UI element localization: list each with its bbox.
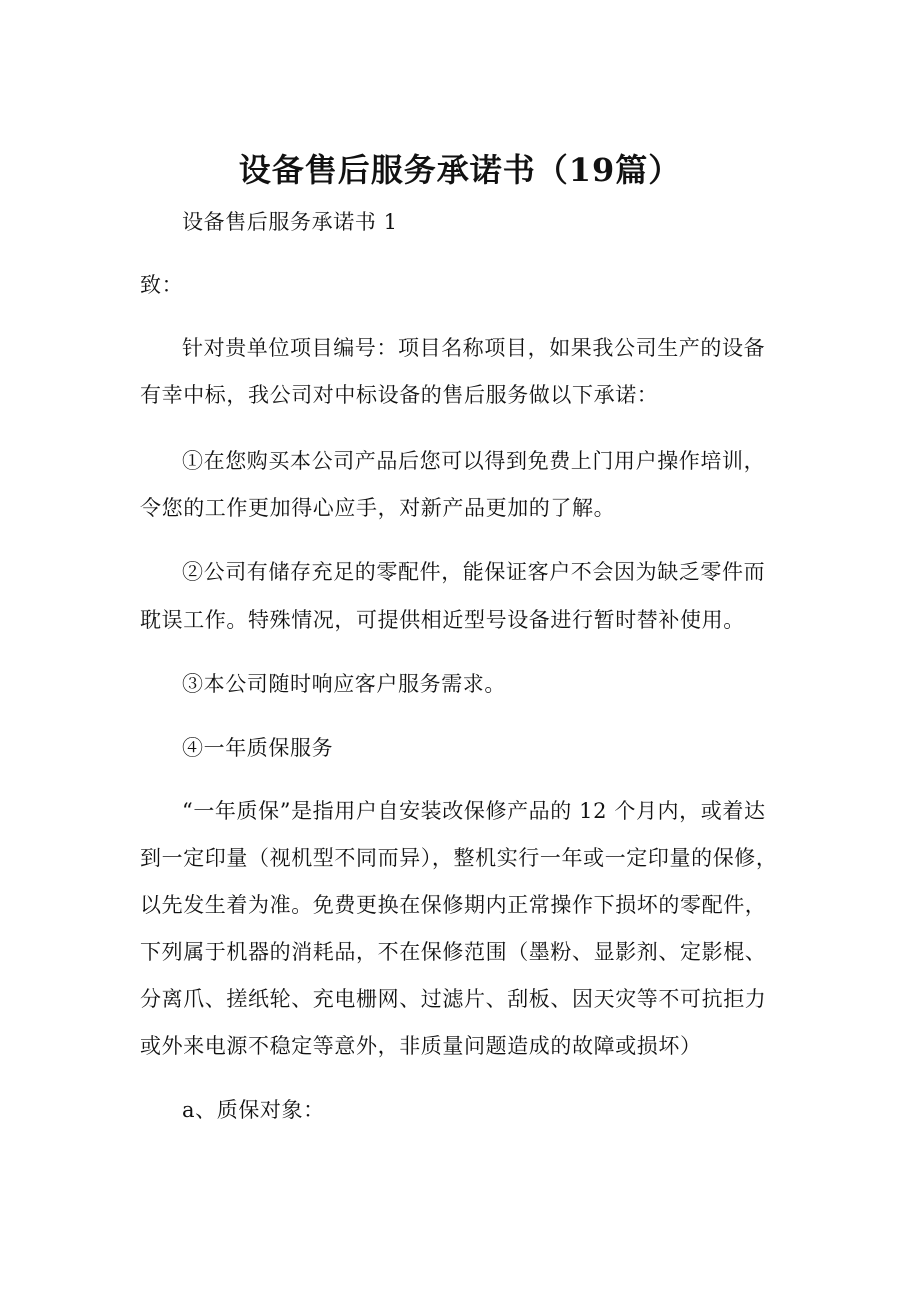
item1-line-1: ①在您购买本公司产品后您可以得到免费上门用户操作培训， (182, 449, 766, 473)
document-title: 设备售后服务承诺书（19篇） (238, 151, 682, 189)
document-subtitle: 设备售后服务承诺书 1 (182, 210, 398, 234)
intro-line-1: 针对贵单位项目编号：项目名称项目，如果我公司生产的设备 (182, 336, 766, 360)
warranty-line-1: “一年质保”是指用户自安装改保修产品的 12 个月内，或着达 (182, 799, 766, 823)
item2-line-2: 耽误工作。特殊情况，可提供相近型号设备进行暂时替补使用。 (140, 608, 745, 632)
item1-line-2: 令您的工作更加得心应手，对新产品更加的了解。 (140, 496, 616, 520)
warranty-line-3: 以先发生着为准。免费更换在保修期内正常操作下损坏的零配件， (140, 893, 767, 917)
item4-line: ④一年质保服务 (182, 736, 334, 760)
warranty-line-6: 或外来电源不稳定等意外，非质量问题造成的故障或损坏） (140, 1034, 702, 1058)
item3-line: ③本公司随时响应客户服务需求。 (182, 672, 506, 696)
warranty-line-5: 分离爪、搓纸轮、充电栅网、过滤片、刮板、因天灾等不可抗拒力 (140, 987, 767, 1011)
warranty-line-4: 下列属于机器的消耗品，不在保修范围（墨粉、显影剂、定影棍、 (140, 940, 767, 964)
item2-line-1: ②公司有储存充足的零配件，能保证客户不会因为缺乏零件而 (182, 560, 766, 584)
section-a-heading: a、质保对象： (182, 1098, 325, 1122)
salutation: 致： (140, 273, 184, 297)
intro-line-2: 有幸中标，我公司对中标设备的售后服务做以下承诺： (140, 383, 659, 407)
warranty-line-2: 到一定印量（视机型不同而异），整机实行一年或一定印量的保修， (140, 846, 778, 870)
